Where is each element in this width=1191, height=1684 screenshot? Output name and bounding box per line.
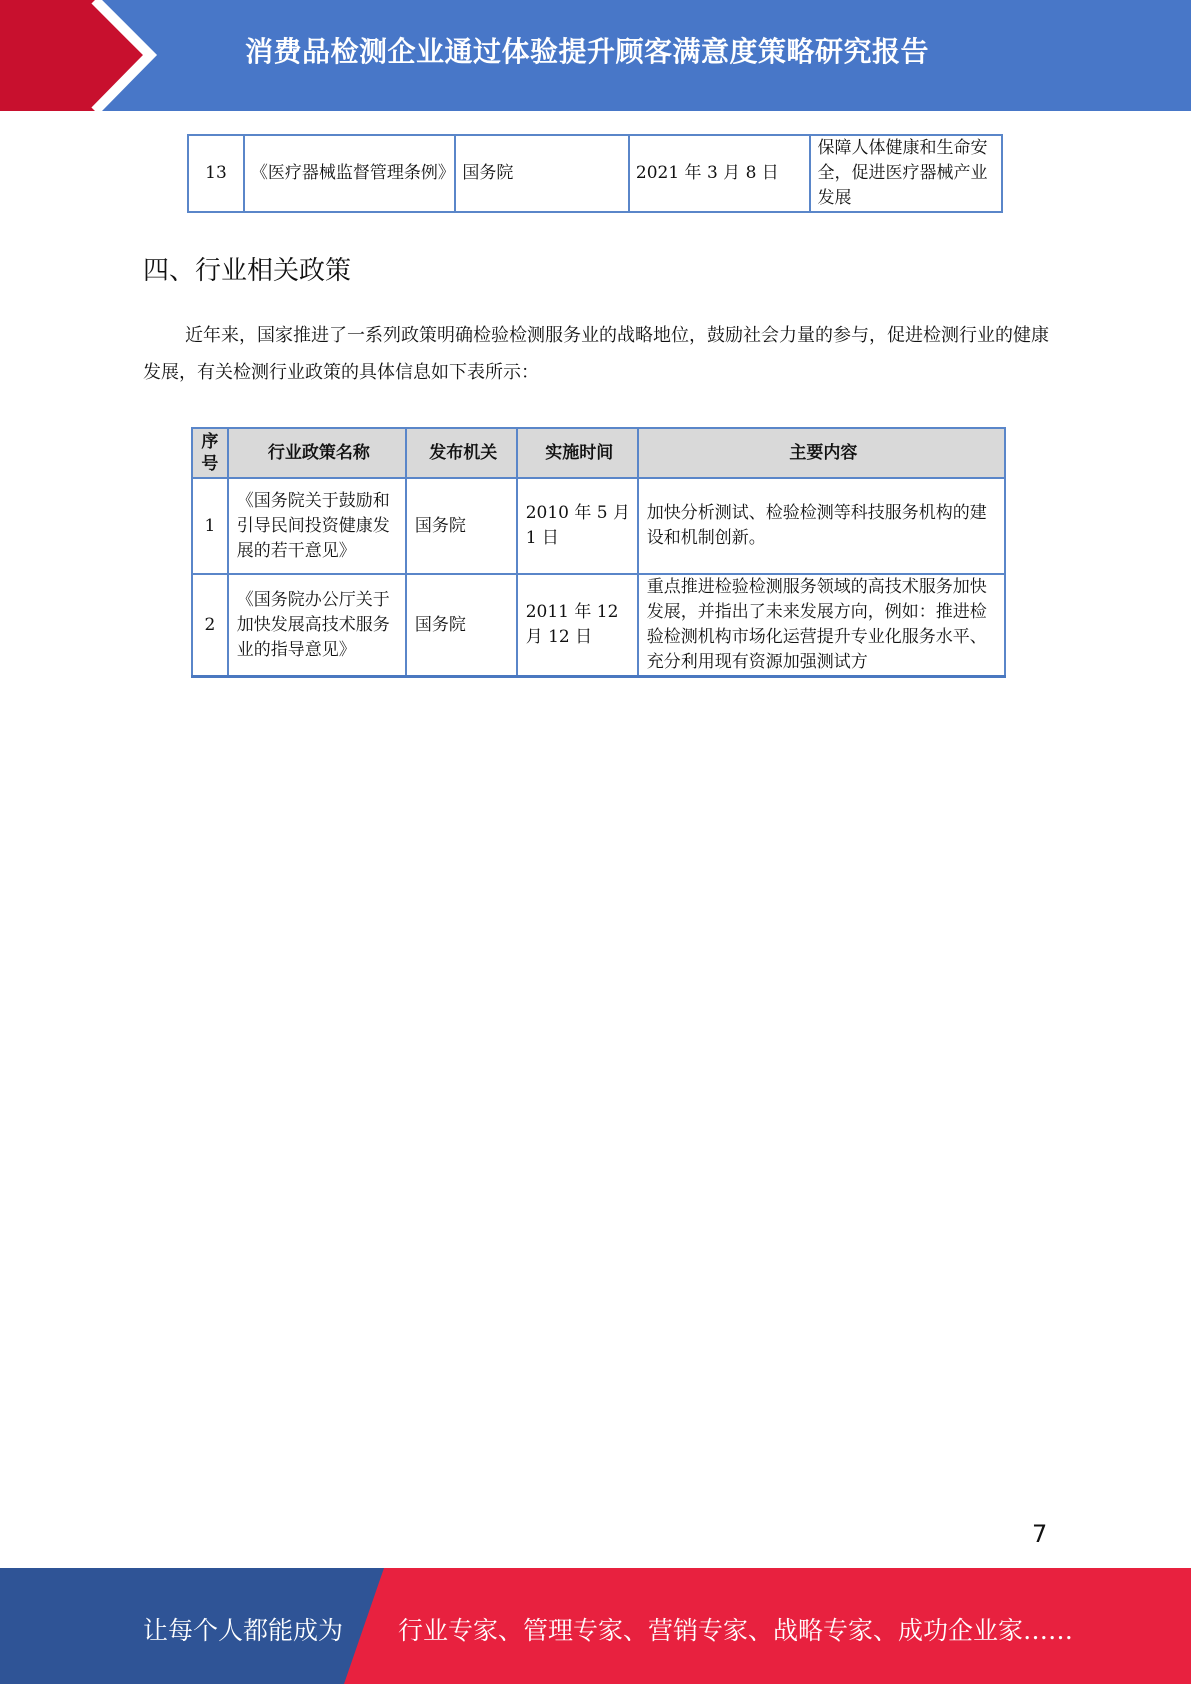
header-content: 主要内容 xyxy=(638,428,1005,478)
header-number: 序号 xyxy=(192,428,228,478)
page-number: 7 xyxy=(1032,1520,1048,1548)
footer-slogan-right: 行业专家、管理专家、营销专家、战略专家、成功企业家…… xyxy=(398,1616,1074,1645)
section-paragraph: 近年来，国家推进了一系列政策明确检验检测服务业的战略地位，鼓励社会力量的参与，促进检测行业的健康发展，有关检测行业政策的具体信息如下表所示： xyxy=(143,325,1049,383)
footer-slogan-left: 让每个人都能成为 xyxy=(143,1616,344,1645)
page-footer xyxy=(0,1568,1191,1684)
table-row xyxy=(192,574,1005,677)
header-policy-name: 行业政策名称 xyxy=(228,428,406,478)
cell-policy-name: 《国务院关于鼓励和引导民间投资健康发展的若干意见》 xyxy=(228,478,406,574)
table-row xyxy=(192,478,1005,574)
cell-policy-name: 《医疗器械监督管理条例》 xyxy=(244,135,455,212)
header-red-arrow xyxy=(0,0,150,111)
table-header-row xyxy=(192,428,1005,478)
cell-issuer: 国务院 xyxy=(406,574,517,677)
document-title: 消费品检测企业通过体验提升顾客满意度策略研究报告 xyxy=(245,35,930,68)
industry-policy-table xyxy=(191,427,1006,678)
cell-number: 2 xyxy=(192,574,228,677)
cell-issuer: 国务院 xyxy=(455,135,629,212)
cell-number: 1 xyxy=(192,478,228,574)
cell-date: 2021 年 3 月 8 日 xyxy=(629,135,811,212)
cell-date: 2010 年 5 月 1 日 xyxy=(517,478,638,574)
header-issuer: 发布机关 xyxy=(406,428,517,478)
header-date: 实施时间 xyxy=(517,428,638,478)
page-header xyxy=(0,0,1191,111)
medical-regulation-table xyxy=(187,134,1003,213)
section-heading: 四、行业相关政策 xyxy=(143,256,352,286)
cell-content: 加快分析测试、检验检测等科技服务机构的建设和机制创新。 xyxy=(638,478,1005,574)
cell-issuer: 国务院 xyxy=(406,478,517,574)
cell-policy-name: 《国务院办公厅关于加快发展高技术服务业的指导意见》 xyxy=(228,574,406,677)
cell-date: 2011 年 12 月 12 日 xyxy=(517,574,638,677)
cell-content: 重点推进检验检测服务领域的高技术服务加快发展，并指出了未来发展方向，例如：推进检验检测机构市场化运营提升专业化服务水平、充分利用现有资源加强测试方 xyxy=(638,574,1005,677)
cell-content: 保障人体健康和生命安全，促进医疗器械产业发展 xyxy=(810,135,1002,212)
cell-number: 13 xyxy=(188,135,244,212)
table-row xyxy=(188,135,1002,212)
